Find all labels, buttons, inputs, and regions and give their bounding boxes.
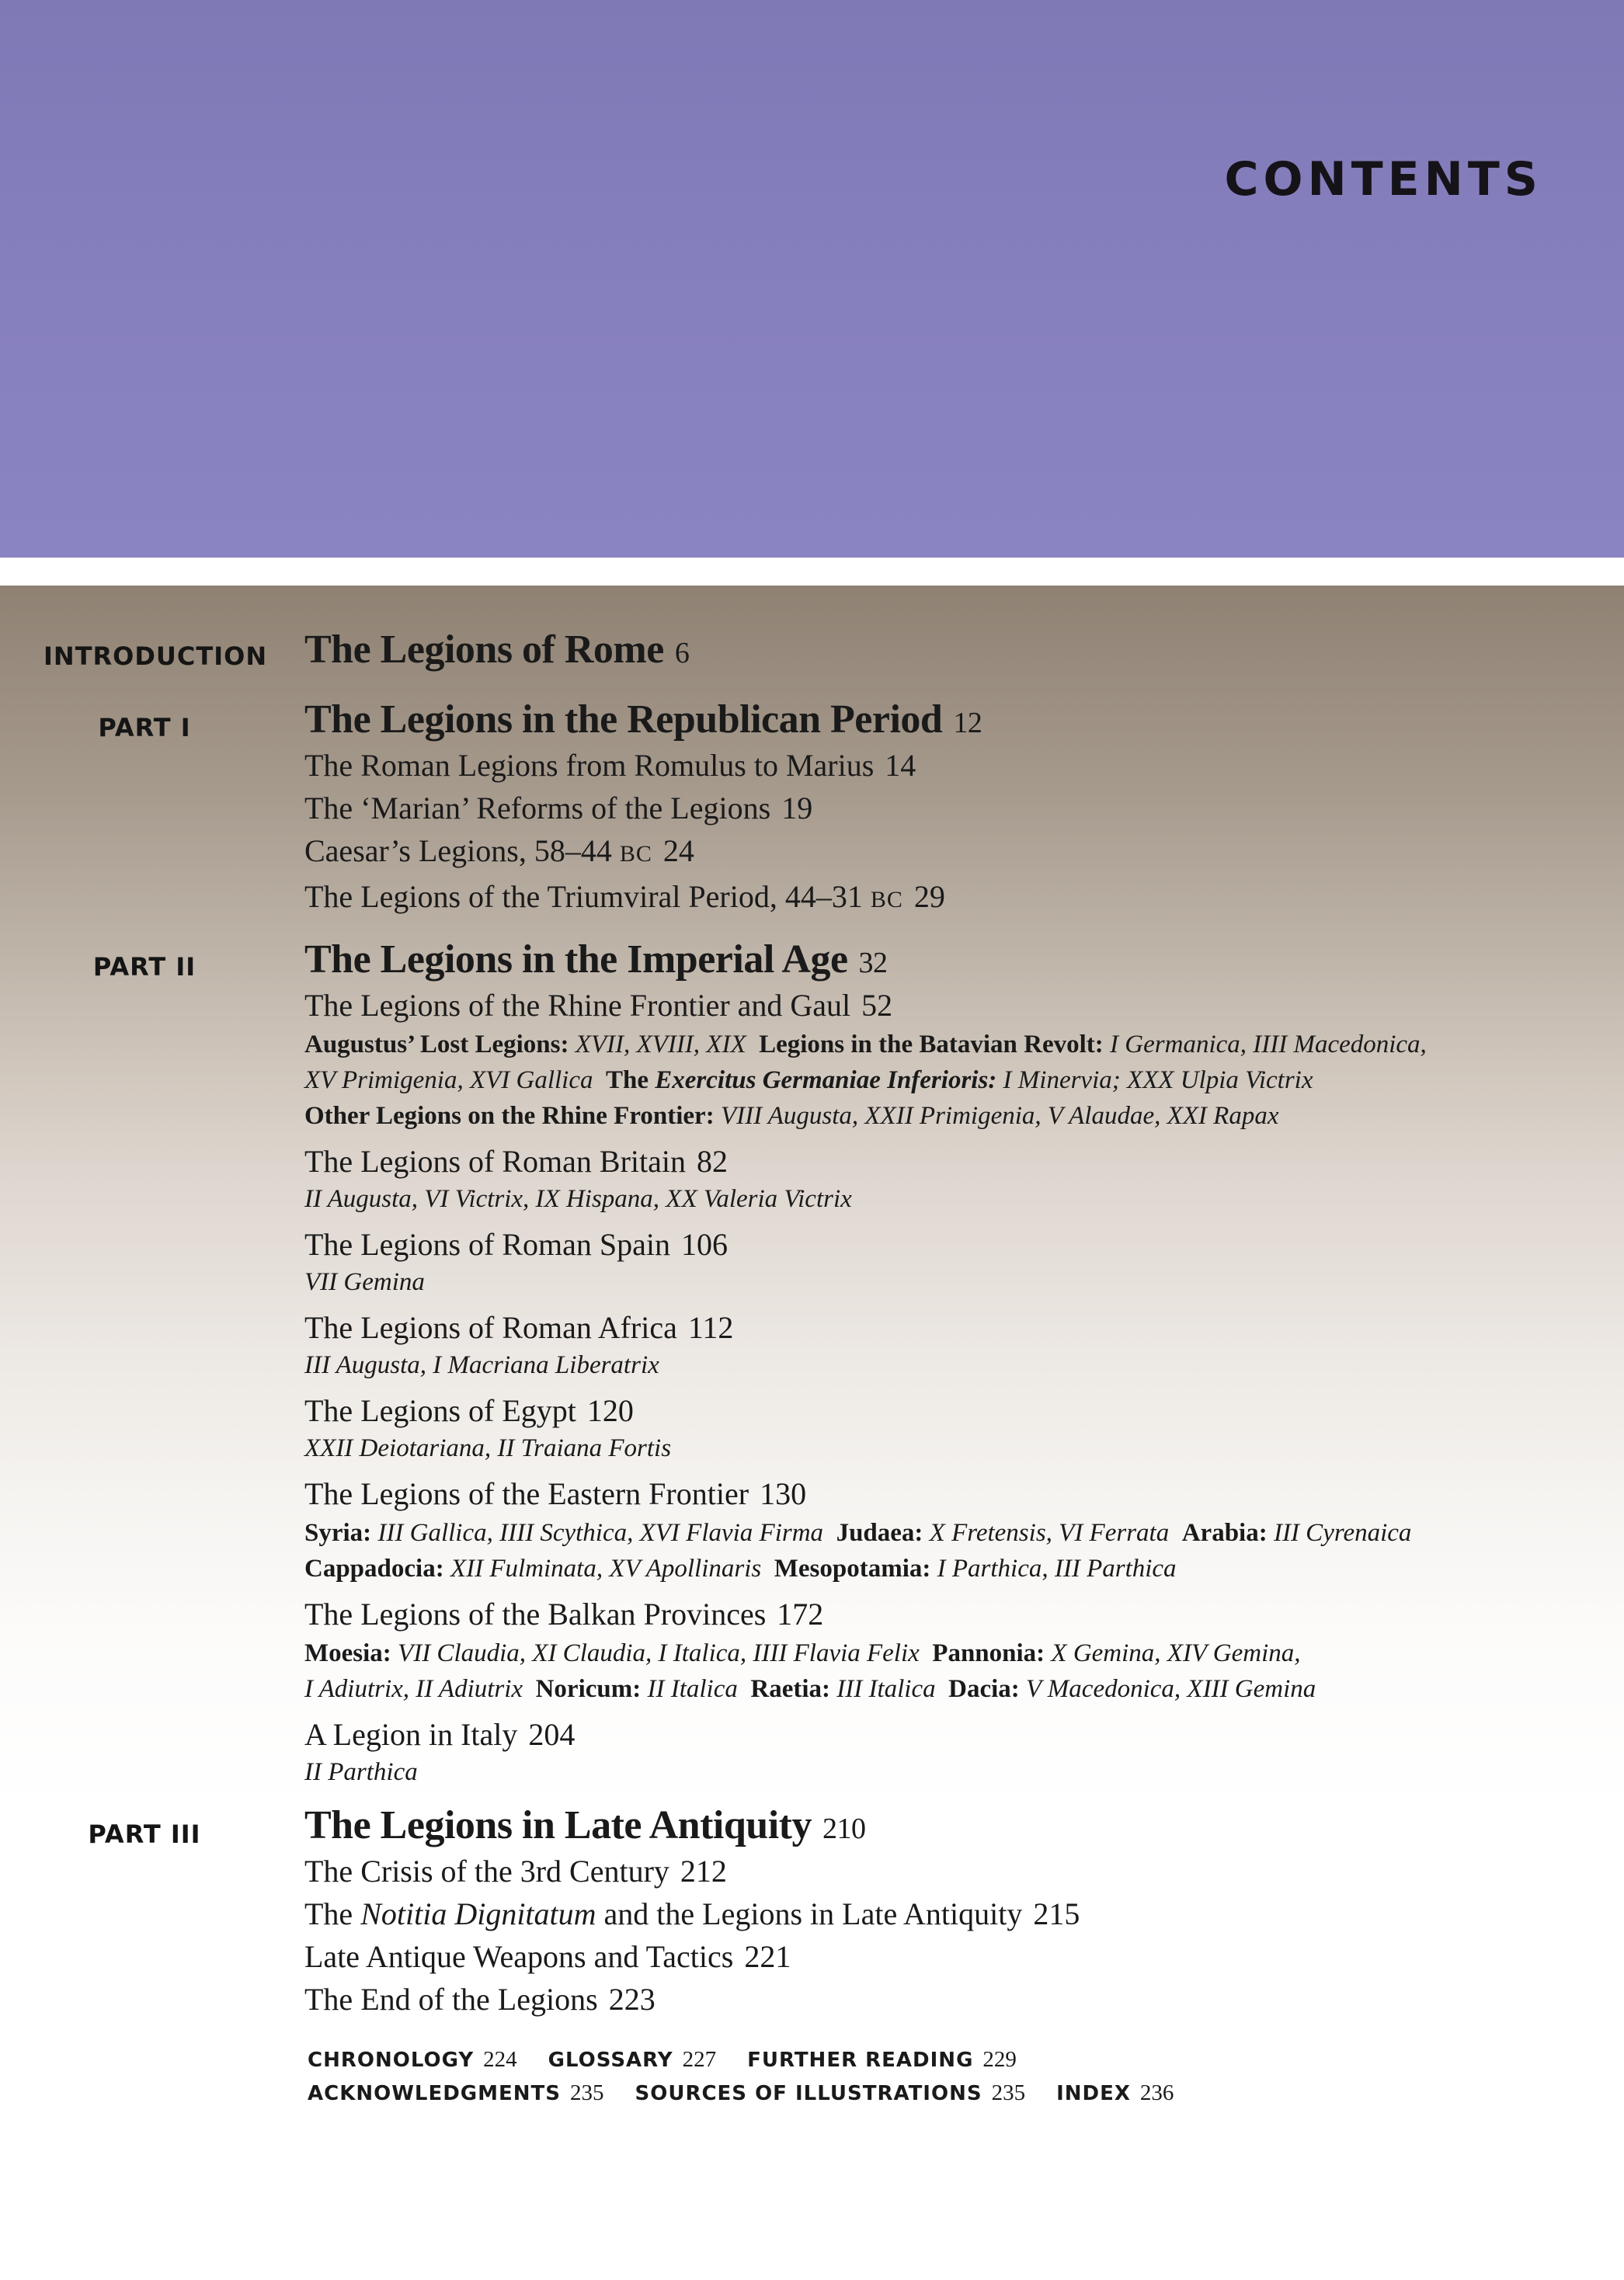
balkan-entry[interactable] (304, 1593, 1577, 1635)
balkan-legions-line (304, 1635, 1577, 1671)
backmatter-item[interactable] (747, 2048, 1048, 2072)
legion-names: V Macedonica, XIII Gemina (1026, 1675, 1316, 1704)
region-label: Legions in the Batavian Revolt: (759, 1031, 1104, 1059)
part2-title: The Legions in the Imperial Age (304, 937, 848, 982)
part1-entry[interactable] (304, 829, 1577, 875)
legion-names: I Minervia; XXX Ulpia Victrix (1003, 1066, 1313, 1095)
region-label: Augustus’ Lost Legions: (304, 1031, 569, 1059)
region-label: Arabia: (1181, 1519, 1268, 1548)
part2-heading[interactable] (304, 936, 1577, 984)
backmatter-label: CHRONOLOGY (308, 2049, 475, 2072)
entry-title: The ‘Marian’ Reforms of the Legions (304, 791, 771, 826)
part3-entry[interactable] (304, 1892, 1577, 1935)
region-label: Exercitus Germaniae Inferioris: (655, 1066, 997, 1095)
east-legions-line (304, 1551, 1577, 1587)
rhine-legions-line (304, 1062, 1577, 1098)
entry-page: 106 (681, 1227, 729, 1263)
legion-names: X Fretensis, VI Ferrata (929, 1519, 1170, 1548)
region-label: Mesopotamia: (774, 1555, 931, 1583)
part1-title: The Legions in the Republican Period (304, 697, 943, 742)
rhine-entry[interactable] (304, 984, 1577, 1027)
part1-entry[interactable] (304, 744, 1577, 787)
part1-entry[interactable] (304, 787, 1577, 829)
east-legions-line (304, 1515, 1577, 1551)
backmatter-line (308, 2080, 1205, 2106)
intro-title: The Legions of Rome (304, 627, 664, 672)
part3-entry[interactable] (304, 1978, 1577, 2021)
entry-title: The Crisis of the 3rd Century (304, 1854, 669, 1889)
era-label: BC (619, 841, 652, 867)
entry-title: A Legion in Italy (304, 1717, 518, 1753)
backmatter-item[interactable] (635, 2081, 1057, 2105)
part1-page: 12 (953, 707, 982, 739)
page-title: CONTENTS (1224, 152, 1542, 207)
entry-page: 52 (861, 988, 893, 1024)
spain-legions: VII Gemina (304, 1268, 425, 1297)
entry-page: 112 (687, 1310, 734, 1346)
divider-strip (0, 558, 1624, 586)
africa-legions: III Augusta, I Macriana Liberatrix (304, 1351, 659, 1380)
region-label: Cappadocia: (304, 1555, 444, 1583)
entry-title: The Legions of the Rhine Frontier and Gaul (304, 988, 851, 1024)
entry-page: 221 (744, 1939, 791, 1975)
spain-entry[interactable] (304, 1223, 1577, 1266)
part3-title: The Legions in Late Antiquity (304, 1803, 812, 1847)
entry-title: Caesar’s Legions, 58–44 (304, 833, 612, 869)
entry-title: The (304, 1896, 353, 1932)
legion-names: I Adiutrix, II Adiutrix (304, 1675, 523, 1704)
legion-names: XII Fulminata, XV Apollinaris (450, 1555, 762, 1583)
legion-names: VIII Augusta, XXII Primigenia, V Alaudae, XXI Rapax (720, 1102, 1279, 1131)
egypt-entry[interactable] (304, 1389, 1577, 1432)
part3-section (304, 1802, 1577, 2021)
backmatter-label: GLOSSARY (548, 2049, 673, 2072)
region-label: Raetia: (750, 1675, 830, 1704)
egypt-legions: XXII Deiotariana, II Traiana Fortis (304, 1434, 672, 1463)
region-label: Noricum: (535, 1675, 642, 1704)
region-label: Dacia: (948, 1675, 1020, 1704)
legion-names: X Gemina, XIV Gemina, (1051, 1639, 1301, 1668)
region-label: Moesia: (304, 1639, 391, 1668)
backmatter-item[interactable] (548, 2048, 747, 2072)
backmatter-page: 235 (570, 2080, 604, 2105)
italy-legions: II Parthica (304, 1758, 418, 1787)
entry-page: 212 (680, 1854, 727, 1889)
entry-title: The Legions of the Triumviral Period, 44–31 (304, 879, 863, 915)
entry-title: The Legions of Roman Britain (304, 1144, 687, 1180)
region-label: Pannonia: (932, 1639, 1045, 1668)
part2-label: PART II (92, 952, 196, 982)
part3-page: 210 (822, 1813, 866, 1845)
part3-entry[interactable] (304, 1935, 1577, 1978)
backmatter-label: INDEX (1056, 2082, 1131, 2105)
backmatter-label: SOURCES OF ILLUSTRATIONS (635, 2082, 982, 2105)
part1-label: PART I (98, 713, 191, 742)
entry-page: 82 (697, 1144, 729, 1180)
legion-names: II Italica (647, 1675, 738, 1704)
entry-title: The End of the Legions (304, 1982, 598, 2018)
backmatter-item[interactable] (308, 2081, 635, 2105)
part2-section (304, 936, 1577, 1788)
entry-page: 24 (662, 833, 694, 869)
backmatter-item[interactable] (308, 2048, 548, 2072)
legion-names: I Parthica, III Parthica (937, 1555, 1177, 1583)
entry-page: 215 (1033, 1896, 1080, 1932)
legion-names: XVII, XVIII, XIX (575, 1031, 746, 1059)
legion-names: I Germanica, IIII Macedonica, (1110, 1031, 1427, 1059)
region-label: Other Legions on the Rhine Frontier: (304, 1102, 715, 1131)
part3-heading[interactable] (304, 1802, 1577, 1850)
era-label: BC (870, 887, 903, 913)
legion-names: III Cyrenaica (1273, 1519, 1412, 1548)
entry-title-italic: Notitia Dignitatum (360, 1896, 596, 1932)
entry-title: and the Legions in Late Antiquity (603, 1896, 1023, 1932)
rhine-legions-line (304, 1098, 1577, 1134)
entry-page: 223 (608, 1982, 656, 2018)
legion-names: III Gallica, IIII Scythica, XVI Flavia Firma (377, 1519, 824, 1548)
backmatter-page: 236 (1139, 2080, 1174, 2105)
entry-title: The Legions of Roman Spain (304, 1227, 671, 1263)
britain-legions: II Augusta, VI Victrix, IX Hispana, XX Valeria Victrix (304, 1185, 852, 1214)
entry-title: The Legions of Egypt (304, 1393, 576, 1429)
entry-page: 120 (586, 1393, 634, 1429)
entry-title: The Roman Legions from Romulus to Marius (304, 748, 875, 784)
intro-label: INTRODUCTION (43, 641, 268, 671)
intro-page: 6 (674, 637, 690, 669)
backmatter-page: 227 (682, 2047, 717, 2072)
backmatter-line (308, 2047, 1048, 2073)
part3-label: PART III (88, 1819, 201, 1849)
legion-names: XV Primigenia, XVI Gallica (304, 1066, 593, 1095)
entry-title: The Legions of Roman Africa (304, 1310, 677, 1346)
africa-entry[interactable] (304, 1306, 1577, 1349)
header-band (0, 0, 1624, 558)
backmatter-label: ACKNOWLEDGMENTS (308, 2082, 561, 2105)
balkan-legions-line (304, 1671, 1577, 1707)
region-label: Syria: (304, 1519, 372, 1548)
part1-heading[interactable] (304, 696, 1577, 744)
entry-title: The Legions of the Eastern Frontier (304, 1476, 749, 1512)
legion-names: VII Claudia, XI Claudia, I Italica, IIII Flavia Felix (398, 1639, 920, 1668)
entry-page: 19 (781, 791, 813, 826)
part1-section (304, 696, 1577, 921)
part3-entry[interactable] (304, 1850, 1577, 1892)
part1-entry[interactable] (304, 875, 1577, 921)
region-label: Judaea: (836, 1519, 923, 1548)
entry-page: 14 (885, 748, 916, 784)
entry-title: Late Antique Weapons and Tactics (304, 1939, 734, 1975)
east-entry[interactable] (304, 1472, 1577, 1515)
intro-heading[interactable] (304, 626, 1577, 674)
legion-names: III Italica (836, 1675, 936, 1704)
backmatter-item[interactable] (1056, 2081, 1205, 2105)
britain-entry[interactable] (304, 1140, 1577, 1183)
entry-page: 172 (777, 1597, 824, 1632)
intro-section (304, 626, 1577, 674)
rhine-legions-line (304, 1027, 1577, 1062)
part2-page: 32 (858, 947, 888, 979)
backmatter-page: 235 (991, 2080, 1026, 2105)
entry-page: 130 (760, 1476, 807, 1512)
entry-title: The Legions of the Balkan Provinces (304, 1597, 767, 1632)
backmatter-page: 229 (982, 2047, 1017, 2072)
backmatter-page: 224 (483, 2047, 517, 2072)
entry-page: 29 (913, 879, 945, 915)
entry-page: 204 (528, 1717, 576, 1753)
backmatter-label: FURTHER READING (747, 2049, 974, 2072)
italy-entry[interactable] (304, 1713, 1577, 1756)
region-label: The (606, 1066, 649, 1095)
